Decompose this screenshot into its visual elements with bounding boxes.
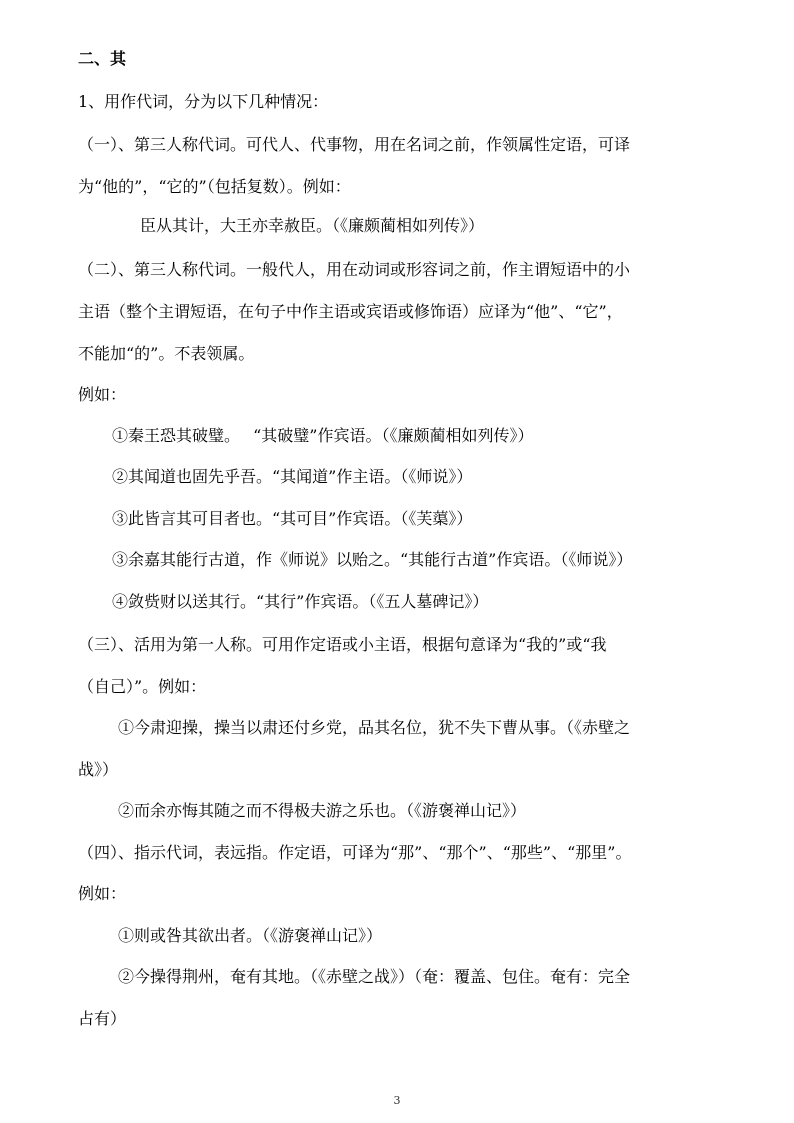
section-4-example-1: ①则或咎其欲出者。（《游褒禅山记》） [118,926,383,945]
section-1-line-1: （一）、第三人称代词。可代人、代事物，用在名词之前，作领属性定语，可译 [78,135,631,154]
section-3-example-1-line-1: ①今肃迎操，操当以肃还付乡党，品其名位，犹不失下曹从事。（《赤壁之 [118,718,631,737]
section-3-example-1-line-2: 战》） [78,760,119,779]
section-1-example-1: 臣从其计，大王亦幸赦臣。（《廉颇蔺相如列传》） [140,216,485,235]
section-2-example-5: ④敛赀财以送其行。“其行”作宾语。（《五人墓碑记》） [112,592,489,611]
section-3-line-1: （三）、活用为第一人称。可用作定语或小主语，根据句意译为“我的”或“我 [78,635,607,654]
section-2-example-3: ③此皆言其可目者也。“其可目”作宾语。（《芙蕖》） [112,509,473,528]
section-4-example-label: 例如： [78,884,127,903]
section-4-example-2-line-2: 占有） [78,1009,127,1028]
section-3-example-2: ②而余亦悔其随之而不得极夫游之乐也。（《游褒禅山记》） [118,801,527,820]
section-heading: 二、其 [78,49,127,68]
page-number: 3 [393,1094,401,1107]
section-3-line-2: （自己）”。例如： [78,677,207,696]
section-2-line-2: 主语（整个主谓短语，在句子中作主语或宾语或修饰语）应译为“他”、“它”， [78,302,623,321]
section-2-line-3: 不能加“的”。不表领属。 [78,344,255,363]
section-4-example-2-line-1: ②今操得荆州，奄有其地。（《赤壁之战》）（奄：覆盖、包住。奄有：完全 [118,967,631,986]
section-1-line-2: 为“他的”，“它的”（包括复数）。例如： [78,177,351,196]
section-2-line-1: （二）、第三人称代词。一般代人，用在动词或形容词之前，作主谓短语中的小 [78,260,631,279]
section-2-example-2: ②其闻道也固先乎吾。“其闻道”作主语。（《师说》） [112,467,473,486]
section-2-example-label: 例如： [78,385,127,404]
section-4-line-1: （四）、指示代词，表远指。作定语，可译为“那”、“那个”、“那些”、“那里”。 [78,843,632,862]
point-1-title: 1、用作代词，分为以下几种情况： [78,92,329,111]
section-2-example-4: ③余嘉其能行古道，作《师说》以贻之。“其能行古道”作宾语。（《师说》） [112,550,633,569]
section-2-example-1: ①秦王恐其破璧。 “其破璧”作宾语。（《廉颇蔺相如列传》） [112,426,534,445]
